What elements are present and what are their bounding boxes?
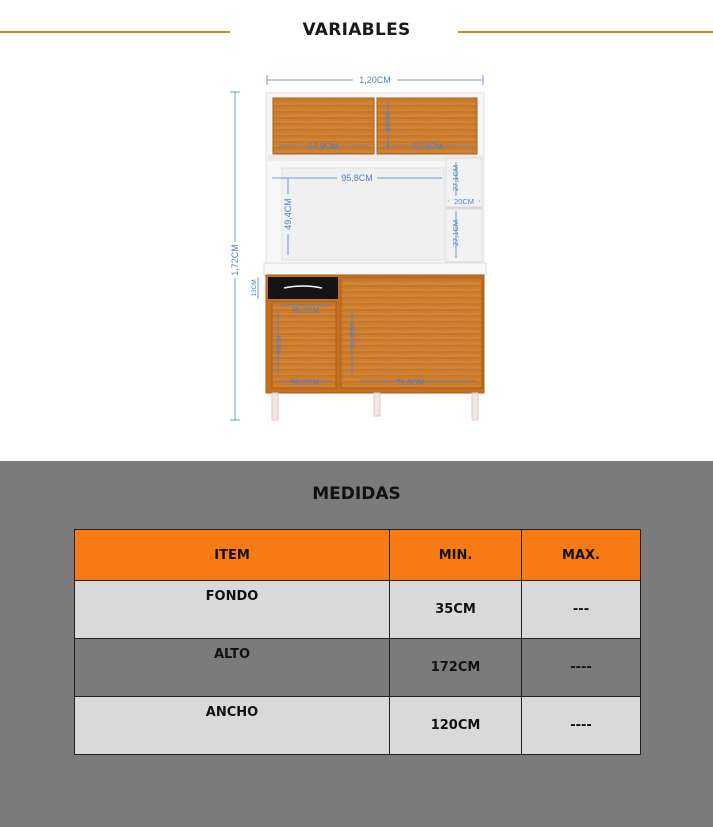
row-min: 172CM [390, 639, 522, 697]
dim-side-shelf-top: 27,1CM [451, 164, 460, 192]
dim-open-width: 95,8CM [341, 173, 373, 183]
header-max: MAX. [522, 530, 641, 581]
lower-right-door [341, 278, 482, 388]
dim-lower-left-width: 36,2CM [290, 378, 320, 387]
row-max: ---- [522, 697, 641, 755]
table-row [75, 697, 641, 755]
dim-upper-door-left: 57,9CM [308, 141, 338, 151]
header-item: ITEM [75, 530, 390, 581]
dim-upper-door-right: 57,9CM [413, 141, 443, 151]
dim-total-height: 1,72CM [230, 244, 240, 276]
dim-side-shelf-bottom: 27,1CM [451, 219, 460, 247]
dim-upper-door-height: 32CM [385, 112, 392, 132]
table-header-row [75, 530, 641, 581]
row-item: ALTO [75, 639, 390, 697]
row-item: FONDO [75, 581, 390, 639]
row-min: 120CM [390, 697, 522, 755]
leg [472, 393, 478, 420]
row-max: --- [522, 581, 641, 639]
row-min: 35CM [390, 581, 522, 639]
header-min: MIN. [390, 530, 522, 581]
dim-lower-right-height: 51,5CM [350, 323, 357, 349]
drawer [268, 277, 338, 299]
dim-drawer-height: 13CM [251, 279, 258, 297]
countertop [264, 263, 486, 275]
dim-lower-right-width: 71,6CM [395, 378, 425, 387]
dim-side-shelf-width: 20CM [453, 197, 475, 206]
leg [374, 393, 380, 416]
dim-total-width: 1,20CM [359, 75, 391, 85]
table-row [75, 581, 641, 639]
furniture-diagram [220, 70, 500, 430]
row-max: ---- [522, 639, 641, 697]
section-title: VARIABLES [302, 20, 411, 40]
dim-drawer-width: 36,2CM [290, 306, 320, 315]
measures-table [74, 529, 641, 755]
leg [272, 393, 278, 420]
dim-lower-left-height: 40CM [276, 335, 283, 355]
table-row [75, 639, 641, 697]
medidas-title: MEDIDAS [312, 484, 401, 504]
dim-open-height: 49,4CM [283, 198, 293, 230]
row-item: ANCHO [75, 697, 390, 755]
